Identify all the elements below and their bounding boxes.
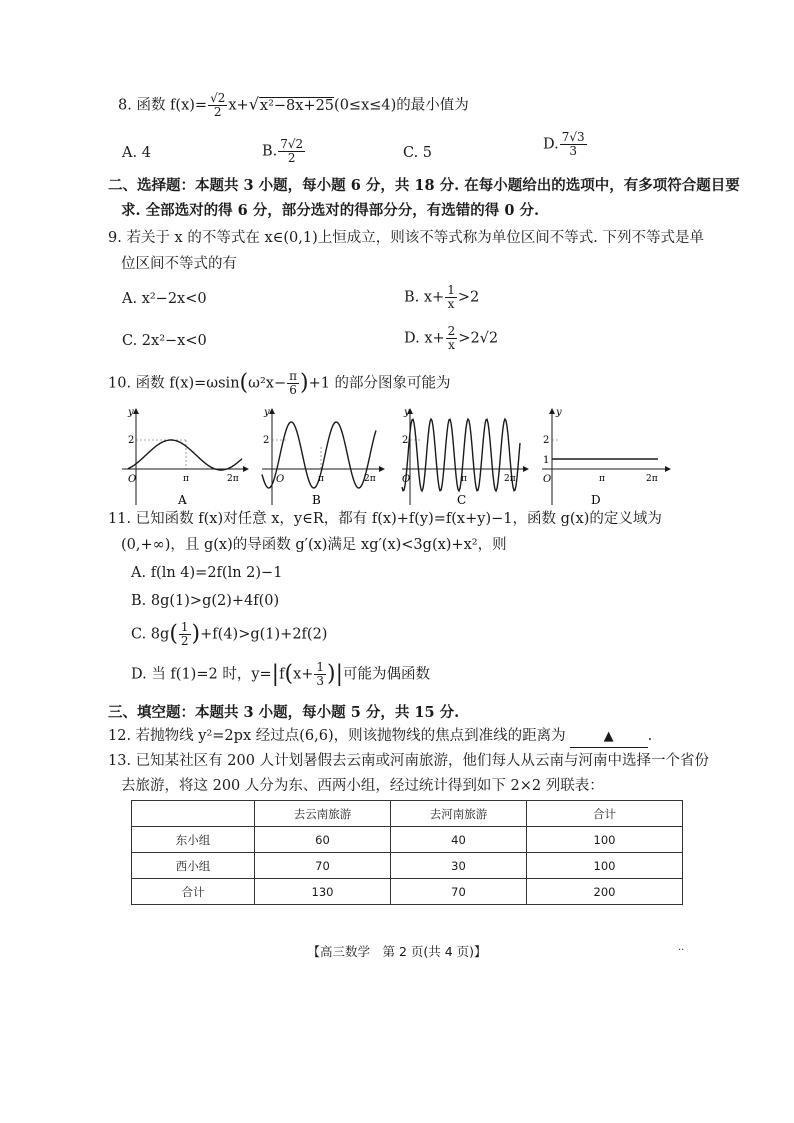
axis-y-label: y [264, 407, 270, 418]
axis-y-label: y [128, 407, 134, 418]
section2-line2: 求. 全部选对的得 6 分，部分选对的得部分分，有选错的得 0 分. [121, 202, 540, 219]
tick-1-label: 1 [543, 455, 550, 466]
section2-line1: 二、选择题：本题共 3 小题，每小题 6 分，共 18 分. 在每小题给出的选项中，有多项符合题目要 [108, 177, 740, 194]
origin-label: O [128, 474, 137, 485]
q11-option-b: B. 8g(1)>g(2)+4f(0) [131, 593, 280, 609]
table-header-cell: 合计 [527, 801, 683, 827]
origin-label: O [276, 474, 285, 485]
q9-option-b: B. x+ $\frac{1}{x}$ >2 [404, 283, 480, 311]
q8-option-c: C. 5 [403, 145, 433, 161]
tick-2-label: 2 [402, 435, 409, 446]
tick-2pi-label: 2π [646, 474, 658, 484]
tick-pi-label: π [599, 474, 605, 484]
graph-label-b: B [312, 493, 321, 507]
table-row [132, 879, 683, 905]
table-row [132, 827, 683, 853]
table-cell: 40 [391, 827, 527, 853]
tick-2-label: 2 [543, 435, 550, 446]
table-cell: 100 [527, 853, 683, 879]
q13-line1: 13. 已知某社区有 200 人计划暑假去云南或河南旅游，他们每人从云南与河南中选择一个省份 [108, 753, 710, 769]
page-footer: 【高三数学 第 2 页(共 4 页)】 [307, 944, 487, 959]
graph-label-c: C [457, 493, 467, 507]
q8-frac: $\frac{√2}{2}$ [210, 91, 226, 119]
q12-stem: 12. 若抛物线 y²=2px 经过点(6,6)，则该抛物线的焦点到准线的距离为 ▲ . [108, 726, 652, 748]
curve-a [128, 440, 242, 470]
table-cell: 合计 [132, 879, 255, 905]
table-cell: 70 [255, 853, 391, 879]
q13-line2: 去旅游，将这 200 人分为东、西两小组，经过统计得到如下 2×2 列联表： [121, 778, 604, 794]
q9-option-c: C. 2x²−x<0 [122, 333, 207, 349]
origin-label: O [543, 474, 552, 485]
q9-option-a: A. x²−2x<0 [122, 291, 207, 307]
table-header-row [132, 801, 683, 827]
table-row [132, 853, 683, 879]
table-cell: 西小组 [132, 853, 255, 879]
table-cell: 200 [527, 879, 683, 905]
tick-pi-label: π [318, 474, 324, 484]
q11-option-a: A. f(ln 4)=2f(ln 2)−1 [131, 565, 283, 581]
table-cell: 60 [255, 827, 391, 853]
tick-2pi-label: 2π [504, 474, 516, 484]
origin-label: O [402, 474, 411, 485]
table-cell: 100 [527, 827, 683, 853]
q9-option-d: D. x+ $\frac{2}{x}$ >2√2 [404, 324, 499, 352]
tick-2-label: 2 [128, 435, 135, 446]
table-header-cell: 去河南旅游 [391, 801, 527, 827]
section3-heading: 三、填空题：本题共 3 小题，每小题 5 分，共 15 分. [108, 704, 460, 721]
q11-line2: (0,+∞)，且 g(x)的导函数 g′(x)满足 xg′(x)<3g(x)+x²，则 [121, 537, 507, 553]
q8-option-d: D. $\frac{7√3}{3}$ [543, 130, 585, 158]
table-header-cell [132, 801, 255, 827]
graph-d [542, 407, 670, 507]
q11-option-d: D. 当 f(1)=2 时，y=|f(x+ $\frac{1}{3}$ )|可能为偶函数 [131, 660, 431, 688]
q9-line2: 位区间不等式的有 [121, 256, 237, 272]
q11-line1: 11. 已知函数 f(x)对任意 x，y∈R，都有 f(x)+f(y)=f(x+y)−1，函数 g(x)的定义域为 [108, 511, 662, 527]
table-cell: 东小组 [132, 827, 255, 853]
q8-stem: 8. 函数 f(x)= $\frac{√2}{2}$ x+√x²−8x+25(0≤x≤4)的最小值为 [118, 91, 469, 119]
q8-option-a: A. 4 [122, 145, 151, 161]
tick-2pi-label: 2π [227, 474, 239, 484]
footer-dots: .. [678, 942, 685, 953]
q11-option-c: C. 8g( $\frac{1}{2}$ )+f(4)>g(1)+2f(2) [131, 620, 328, 648]
table-cell: 70 [391, 879, 527, 905]
q8-option-b: B. $\frac{7√2}{2}$ [262, 137, 304, 165]
contingency-table [131, 800, 683, 905]
q10-graphs [120, 403, 680, 511]
table-cell: 130 [255, 879, 391, 905]
tick-2pi-label: 2π [364, 474, 376, 484]
axis-y-label: y [556, 407, 562, 418]
graph-c [402, 407, 528, 507]
graph-b [262, 407, 384, 507]
tick-pi-label: π [183, 474, 189, 484]
graph-label-a: A [178, 493, 187, 507]
tick-pi-label: π [461, 474, 467, 484]
graph-a [122, 407, 248, 507]
q9-line1: 9. 若关于 x 的不等式在 x∈(0,1)上恒成立，则该不等式称为单位区间不等式. 下列不等式是单 [108, 230, 704, 246]
q12-answer-blank[interactable]: ▲ [570, 726, 648, 748]
axis-y-label: y [404, 407, 410, 418]
tick-2-label: 2 [263, 435, 270, 446]
table-header-cell: 去云南旅游 [255, 801, 391, 827]
table-cell: 30 [391, 853, 527, 879]
graph-label-d: D [591, 493, 601, 507]
q10-stem: 10. 函数 f(x)=ωsin(ω²x− $\frac{\pi}{6}$ )+1 的部分图象可能为 [108, 369, 451, 397]
